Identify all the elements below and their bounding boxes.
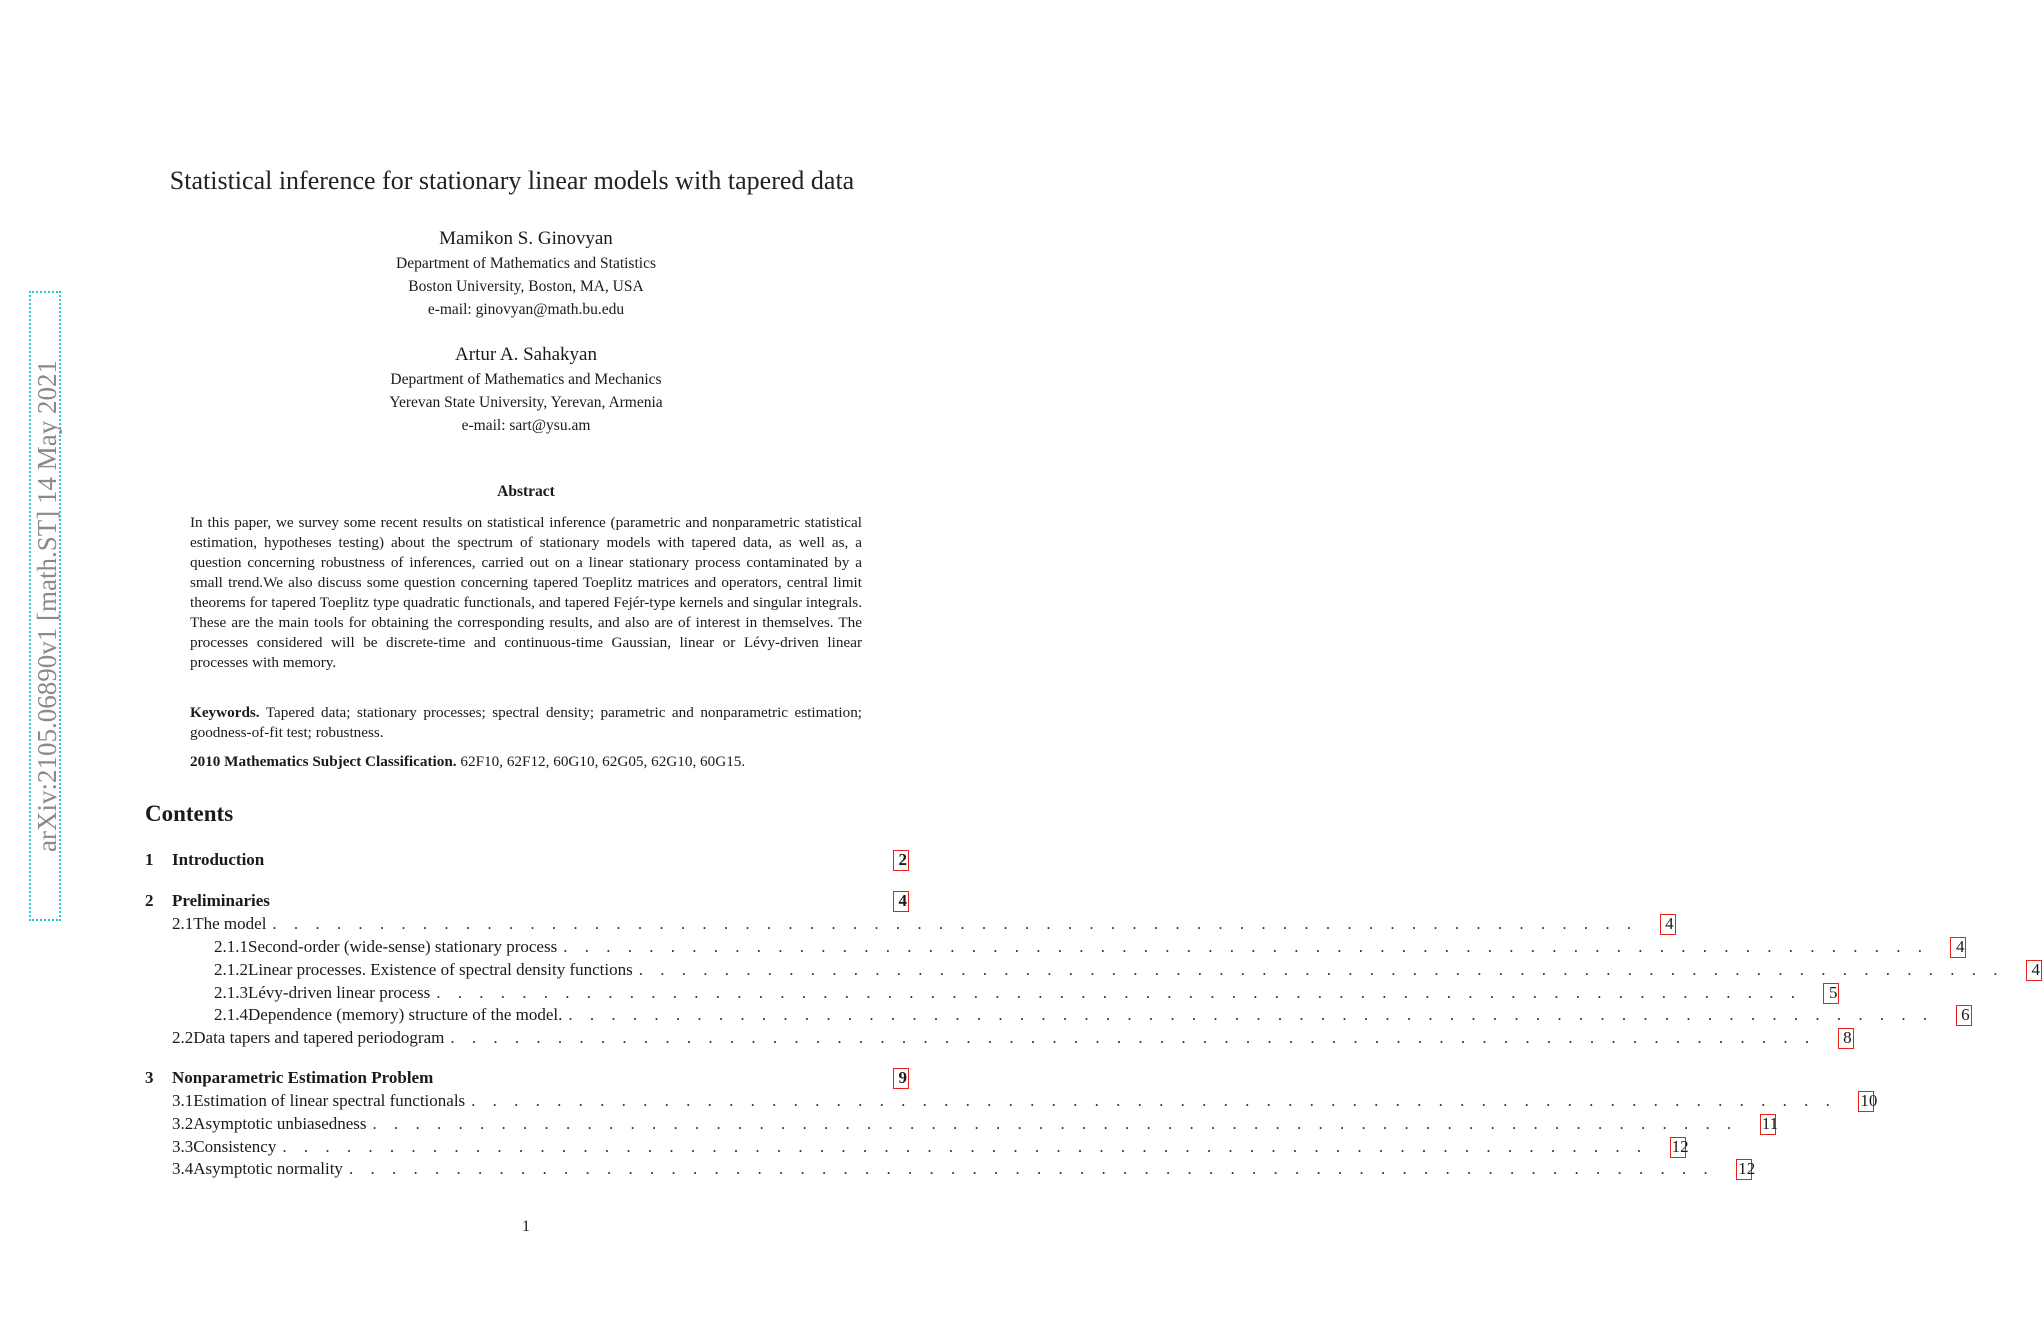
toc-leader-dots: . . . . . . . . . . . . . . . . . . . . . . . . . . . . . . . . . . . . . . . . . . . . . . . . . . . . . . . . . . . . . . . . [282,1137,1648,1156]
author-institution: Boston University, Boston, MA, USA [408,278,644,295]
toc-page-link[interactable]: 4 [1950,937,1966,958]
toc-entry-subsection[interactable] [145,1113,1779,1135]
author-name: Artur A. Sahakyan [455,344,597,365]
toc-entry-section[interactable] [145,1067,909,1089]
toc-page-link[interactable]: 12 [1738,1159,1756,1178]
toc-entry-subsection[interactable] [145,1027,1852,1049]
toc-number: 2.1 [172,914,194,933]
toc-title: Lévy-driven linear process [248,983,431,1002]
toc-number: 3 [145,1068,154,1087]
page-number: 1 [522,1218,530,1235]
toc-title: Asymptotic unbiasedness [193,1114,367,1133]
toc-entry-section[interactable] [145,890,909,912]
toc-title: Asymptotic normality [193,1159,343,1178]
toc-entry-subsection[interactable] [145,913,1674,935]
toc-page-link[interactable]: 2 [893,850,909,871]
toc-page-link[interactable]: 4 [893,891,909,912]
toc-entry-subsubsection[interactable] [145,982,1838,1004]
toc-page-link[interactable]: 4 [2026,960,2042,981]
toc-page-link[interactable]: 12 [1671,1137,1689,1156]
toc-title: Second-order (wide-sense) stationary process [248,937,558,956]
msc-classification [190,752,880,772]
author-institution: Yerevan State University, Yerevan, Armenia [389,394,663,411]
abstract-body: In this paper, we survey some recent results on statistical inference (parametric and nonparametric statistical estimation, hypotheses testing) about the spectrum of stationary models with tapered data, as well as, a question concerning robustness of inferences, carried out on a linear stationary process contaminated by a small trend.We also discuss some question concerning tapered Toeplitz matrices and operators, central limit theorems for tapered Toeplitz type quadratic functionals, and tapered Fejér-type kernels and singular integrals. These are the main tools for obtaining the corresponding results, and also are of interest in themselves. The processes considered will be discrete-time and continuous-time Gaussian, linear or Lévy-driven linear processes with memory. [190,514,862,671]
toc-title: Data tapers and tapered periodogram [193,1028,445,1047]
keywords-text: Tapered data; stationary processes; spectral density; parametric and nonparametric estimation; goodness-of-fit test; robustness. [190,704,863,741]
toc-leader-dots: . . . . . . . . . . . . . . . . . . . . . . . . . . . . . . . . . . . . . . . . . . . . . . . . . . . . . . . . . . . . . . . . [450,1028,1816,1047]
toc-number: 3.1 [172,1091,194,1110]
toc-leader-dots: . . . . . . . . . . . . . . . . . . . . . . . . . . . . . . . . . . . . . . . . . . . . . . . . . . . . . . . . . . . . . . . . [348,1159,1715,1178]
keywords-label: Keywords. [190,704,260,721]
abstract-heading: Abstract [497,483,555,500]
toc-number: 2.2 [172,1028,194,1047]
toc-page-link[interactable]: 11 [1761,1114,1779,1133]
toc-number: 3.3 [172,1137,194,1156]
toc-leader-dots: . . . . . . . . . . . . . . . . . . . . . . . . . . . . . . . . . . . . . . . . . . . . . . . . . . . . . . . . . . . . . . . . [638,960,2004,979]
toc-title: Introduction [172,850,265,869]
toc-number: 2.1.3 [214,983,248,1002]
toc-title: Nonparametric Estimation Problem [172,1068,434,1087]
contents-heading: Contents [145,801,234,826]
toc-number: 2 [145,891,154,910]
toc-title: Preliminaries [172,891,270,910]
author-department: Department of Mathematics and Statistics [396,255,656,272]
toc-leader-dots: . . . . . . . . . . . . . . . . . . . . . . . . . . . . . . . . . . . . . . . . . . . . . . . . . . . . . . . . . . . . . . . . [471,1091,1837,1110]
msc-label: 2010 Mathematics Subject Classification. [190,753,457,770]
author-block-1 [0,226,1052,321]
toc-entry-subsubsection[interactable] [145,959,2040,981]
toc-entry-section[interactable] [145,849,909,871]
toc-title: Consistency [193,1137,277,1156]
author-email: e-mail: sart@ysu.am [461,417,591,434]
toc-entry-subsubsection[interactable] [145,1004,1970,1026]
toc-page-link[interactable]: 10 [1860,1091,1878,1110]
toc-entry-subsection[interactable] [145,1158,1756,1180]
toc-number: 3.4 [172,1159,194,1178]
toc-page-link[interactable]: 9 [893,1068,909,1089]
author-block-2 [0,342,1052,437]
msc-text: 62F10, 62F12, 60G10, 62G05, 62G10, 60G15. [460,753,746,770]
toc-title: Estimation of linear spectral functionals [193,1091,466,1110]
toc-leader-dots: . . . . . . . . . . . . . . . . . . . . . . . . . . . . . . . . . . . . . . . . . . . . . . . . . . . . . . . . . . . . . . . . [372,1114,1738,1133]
toc-page-link[interactable]: 4 [1660,914,1676,935]
toc-number: 1 [145,850,154,869]
author-email: e-mail: ginovyan@math.bu.edu [427,301,625,318]
toc-leader-dots: . . . . . . . . . . . . . . . . . . . . . . . . . . . . . . . . . . . . . . . . . . . . . . . . . . . . . . . . . . . . . . . . [436,983,1802,1002]
toc-number: 2.1.1 [214,937,248,956]
toc-entry-subsubsection[interactable] [145,936,1965,958]
toc-leader-dots: . . . . . . . . . . . . . . . . . . . . . . . . . . . . . . . . . . . . . . . . . . . . . . . . . . . . . . . . . . . . . . . . [272,914,1638,933]
toc-entry-subsection[interactable] [145,1136,1689,1158]
toc-page-link[interactable]: 6 [1956,1005,1972,1026]
author-department: Department of Mathematics and Mechanics [390,371,662,388]
toc-number: 2.1.2 [214,960,248,979]
author-name: Mamikon S. Ginovyan [439,228,613,249]
toc-entry-subsection[interactable] [145,1090,1878,1112]
toc-title: The model [193,914,267,933]
toc-leader-dots: . . . . . . . . . . . . . . . . . . . . . . . . . . . . . . . . . . . . . . . . . . . . . . . . . . . . . . . . . . . . . . . . [568,1005,1934,1024]
toc-page-link[interactable]: 5 [1823,983,1839,1004]
keywords [190,703,862,743]
toc-title: Linear processes. Existence of spectral density functions [248,960,633,979]
arxiv-stamp[interactable]: arXiv:2105.06890v1 [math.ST] 14 May 2021 [29,291,61,921]
toc-page-link[interactable]: 8 [1838,1028,1854,1049]
toc-leader-dots: . . . . . . . . . . . . . . . . . . . . . . . . . . . . . . . . . . . . . . . . . . . . . . . . . . . . . . . . . . . . . . . . [563,937,1929,956]
toc-number: 2.1.4 [214,1005,248,1024]
toc-title: Dependence (memory) structure of the model. [248,1005,563,1024]
toc-number: 3.2 [172,1114,194,1133]
paper-title: Statistical inference for stationary linear models with tapered data [169,166,855,195]
